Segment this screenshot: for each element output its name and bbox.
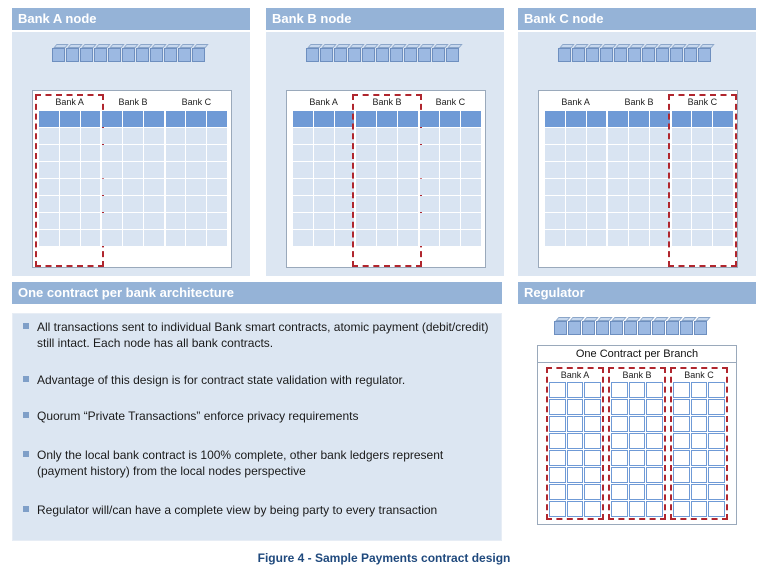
block-face [652, 321, 665, 335]
block-face [164, 48, 177, 62]
ledger-cell [587, 179, 607, 195]
ledger-cell [608, 213, 628, 229]
ledger-cell [123, 230, 143, 246]
ledger-cell [420, 145, 440, 161]
ledger-cell [566, 179, 586, 195]
block-face [628, 48, 641, 62]
ledger-cell [461, 162, 481, 178]
ledger-cell [314, 111, 334, 127]
block-face [178, 48, 191, 62]
ledger-cell [673, 450, 690, 466]
ledger-cell [646, 467, 663, 483]
ledger-cell [207, 179, 227, 195]
node-header-bank-b [266, 8, 504, 30]
ledger-cell [545, 213, 565, 229]
block-face [306, 48, 319, 62]
ledger-cell [587, 196, 607, 212]
ledger-cell [629, 179, 649, 195]
block-face [80, 48, 93, 62]
ledger-cell [549, 382, 566, 398]
ledger-cell [611, 450, 628, 466]
ledger-cell [102, 179, 122, 195]
ledger-cell [144, 196, 164, 212]
ledger-cell [102, 162, 122, 178]
ledger-cell [708, 450, 725, 466]
ledger-cell [186, 213, 206, 229]
ledger-cell [144, 213, 164, 229]
block-face [446, 48, 459, 62]
ledger-cell [584, 501, 601, 517]
ledger-cell [629, 501, 646, 517]
ledger-cell [293, 128, 313, 144]
ledger-cell [314, 196, 334, 212]
regulator-title: Regulator [524, 285, 585, 300]
ledger-cell [708, 399, 725, 415]
ledger-cell [629, 213, 649, 229]
ledger-cell [587, 145, 607, 161]
block-face [586, 48, 599, 62]
ledger-cell [611, 484, 628, 500]
ledger-cell [629, 467, 646, 483]
ledger-cell [629, 399, 646, 415]
block-chain-icon [558, 44, 718, 66]
block-face [320, 48, 333, 62]
block-face [610, 321, 623, 335]
block-face [108, 48, 121, 62]
highlight-dashed-box [352, 94, 421, 267]
ledger-cell [440, 128, 460, 144]
ledger-cell [567, 433, 584, 449]
block-face [670, 48, 683, 62]
ledger-cell [629, 433, 646, 449]
ledger-cell [293, 111, 313, 127]
ledger-cell [673, 484, 690, 500]
ledger-cell [144, 128, 164, 144]
ledger-cell [567, 501, 584, 517]
block-face [582, 321, 595, 335]
ledger-cell [708, 501, 725, 517]
block-face [572, 48, 585, 62]
ledger-cell [608, 145, 628, 161]
ledger-cell [646, 416, 663, 432]
ledger-cell [708, 467, 725, 483]
ledger-cell [166, 145, 186, 161]
ledger-cell [314, 179, 334, 195]
block-face [642, 48, 655, 62]
highlight-dashed-box [668, 94, 737, 267]
block-chain-icon [52, 44, 212, 66]
ledger-cell [186, 111, 206, 127]
bank-column-label: Bank C [181, 97, 212, 107]
ledger-cell [611, 501, 628, 517]
block-face [418, 48, 431, 62]
ledger-cell [166, 162, 186, 178]
block-face [698, 48, 711, 62]
ledger-cell [673, 501, 690, 517]
block-face [432, 48, 445, 62]
ledger-cell [587, 213, 607, 229]
highlight-dashed-box [35, 94, 104, 267]
ledger-cell [545, 230, 565, 246]
ledger-cell [420, 196, 440, 212]
ledger-cell [314, 213, 334, 229]
ledger-cell [420, 213, 440, 229]
bullet-square-icon [23, 506, 29, 512]
ledger-cell [646, 484, 663, 500]
ledger-cell [566, 213, 586, 229]
block-face [362, 48, 375, 62]
ledger-cell [461, 145, 481, 161]
ledger-cell [673, 416, 690, 432]
ledger-cell [314, 145, 334, 161]
ledger-cell [673, 467, 690, 483]
ledger-cell [102, 213, 122, 229]
ledger-cell [123, 179, 143, 195]
ledger-cell [567, 382, 584, 398]
ledger-cell [587, 111, 607, 127]
ledger-cell [611, 399, 628, 415]
ledger-cell [207, 162, 227, 178]
ledger-cell [587, 162, 607, 178]
bank-column-label: Bank A [55, 97, 84, 107]
ledger-cell [545, 196, 565, 212]
ledger-cell [567, 416, 584, 432]
ledger-cell [207, 145, 227, 161]
ledger-cell [123, 145, 143, 161]
ledger-cell [123, 111, 143, 127]
ledger-cell [646, 382, 663, 398]
divider [538, 362, 736, 363]
block-face [596, 321, 609, 335]
ledger-cell [123, 196, 143, 212]
ledger-cell [144, 162, 164, 178]
ledger-cell [584, 399, 601, 415]
ledger-cell [102, 111, 122, 127]
block-face [334, 48, 347, 62]
bullet-text: All transactions sent to individual Bank smart contracts, atomic payment (debit/credit) still intact. Each node has all bank contracts. [37, 320, 489, 350]
block-face [684, 48, 697, 62]
ledger-cell [629, 196, 649, 212]
ledger-cell [708, 416, 725, 432]
block-face [192, 48, 205, 62]
architecture-title: One contract per bank architecture [18, 285, 235, 300]
ledger-cell [673, 382, 690, 398]
ledger-cell [166, 111, 186, 127]
ledger-cell [629, 162, 649, 178]
ledger-cell [566, 128, 586, 144]
bank-column-label: Bank C [435, 97, 466, 107]
ledger-cell [691, 467, 708, 483]
ledger-cell [102, 230, 122, 246]
ledger-cell [166, 230, 186, 246]
node-title: Bank C node [524, 11, 604, 26]
block-face [558, 48, 571, 62]
ledger-cell [207, 111, 227, 127]
regulator-header [518, 282, 756, 304]
ledger-cell [629, 145, 649, 161]
ledger-cell [461, 111, 481, 127]
ledger-cell [207, 128, 227, 144]
ledger-cell [708, 484, 725, 500]
ledger-cell [440, 196, 460, 212]
ledger-cell [314, 230, 334, 246]
ledger-cell [646, 501, 663, 517]
ledger-cell [611, 433, 628, 449]
block-face [600, 48, 613, 62]
ledger-cell [549, 416, 566, 432]
ledger-cell [567, 399, 584, 415]
ledger-cell [646, 399, 663, 415]
ledger-cell [584, 467, 601, 483]
block-face [52, 48, 65, 62]
ledger-cell [611, 382, 628, 398]
ledger-cell [144, 179, 164, 195]
ledger-cell [420, 128, 440, 144]
ledger-cell [186, 196, 206, 212]
ledger-cell [461, 196, 481, 212]
bank-column-label: Bank A [309, 97, 338, 107]
ledger-cell [186, 128, 206, 144]
ledger-cell [420, 179, 440, 195]
ledger-cell [166, 213, 186, 229]
ledger-cell [293, 179, 313, 195]
ledger-cell [629, 128, 649, 144]
block-face [680, 321, 693, 335]
ledger-cell [608, 196, 628, 212]
bullet-square-icon [23, 412, 29, 418]
node-header-bank-c [518, 8, 756, 30]
ledger-cell [708, 433, 725, 449]
block-face [568, 321, 581, 335]
ledger-cell [629, 416, 646, 432]
regulator-contract-table [537, 345, 737, 525]
ledger-cell [629, 382, 646, 398]
node-title: Bank B node [272, 11, 352, 26]
bullet-square-icon [23, 451, 29, 457]
ledger-cell [567, 484, 584, 500]
bank-column-label: Bank A [560, 370, 590, 380]
ledger-cell [646, 433, 663, 449]
ledger-cell [566, 162, 586, 178]
ledger-cell [566, 145, 586, 161]
ledger-cell [673, 433, 690, 449]
ledger-cell [629, 111, 649, 127]
ledger-cell [207, 230, 227, 246]
ledger-cell [123, 213, 143, 229]
block-face [122, 48, 135, 62]
ledger-cell [567, 450, 584, 466]
ledger-cell [166, 128, 186, 144]
ledger-cell [545, 162, 565, 178]
ledger-cell [549, 501, 566, 517]
ledger-cell [102, 196, 122, 212]
ledger-cell [608, 162, 628, 178]
ledger-cell [144, 111, 164, 127]
ledger-cell [102, 128, 122, 144]
ledger-cell [608, 128, 628, 144]
ledger-cell [608, 230, 628, 246]
ledger-cell [584, 484, 601, 500]
figure-caption: Figure 4 - Sample Payments contract design [257, 551, 511, 565]
block-face [136, 48, 149, 62]
ledger-cell [584, 450, 601, 466]
ledger-cell [461, 230, 481, 246]
bank-column-label: Bank B [622, 370, 652, 380]
ledger-cell [549, 484, 566, 500]
bank-column-label: Bank C [687, 97, 718, 107]
ledger-cell [293, 196, 313, 212]
ledger-cell [708, 382, 725, 398]
block-face [348, 48, 361, 62]
ledger-cell [293, 230, 313, 246]
ledger-cell [691, 433, 708, 449]
ledger-cell [144, 230, 164, 246]
architecture-header [12, 282, 502, 304]
ledger-cell [691, 416, 708, 432]
ledger-cell [123, 128, 143, 144]
ledger-table [32, 90, 232, 268]
node-title: Bank A node [18, 11, 97, 26]
block-face [150, 48, 163, 62]
ledger-cell [629, 450, 646, 466]
ledger-cell [440, 162, 460, 178]
ledger-cell [584, 433, 601, 449]
bullet-text: Only the local bank contract is 100% complete, other bank ledgers represent (payment history) from the local nodes perspective [37, 448, 444, 478]
ledger-cell [186, 179, 206, 195]
block-face [554, 321, 567, 335]
ledger-cell [629, 484, 646, 500]
ledger-cell [584, 382, 601, 398]
ledger-cell [293, 145, 313, 161]
ledger-cell [461, 128, 481, 144]
ledger-cell [587, 230, 607, 246]
ledger-cell [545, 145, 565, 161]
ledger-cell [545, 128, 565, 144]
bank-column-label: Bank B [118, 97, 148, 107]
block-chain-icon [554, 317, 714, 339]
ledger-cell [420, 230, 440, 246]
ledger-cell [673, 399, 690, 415]
contract-title: One Contract per Branch [575, 348, 699, 360]
block-chain-icon [306, 44, 466, 66]
block-face [404, 48, 417, 62]
ledger-cell [691, 399, 708, 415]
bullet-square-icon [23, 376, 29, 382]
ledger-cell [691, 484, 708, 500]
architecture-bullets [12, 313, 502, 541]
ledger-cell [461, 213, 481, 229]
block-face [66, 48, 79, 62]
ledger-cell [566, 230, 586, 246]
ledger-cell [440, 179, 460, 195]
ledger-cell [611, 467, 628, 483]
block-face [666, 321, 679, 335]
ledger-cell [584, 416, 601, 432]
ledger-cell [608, 111, 628, 127]
ledger-cell [207, 213, 227, 229]
ledger-cell [608, 179, 628, 195]
ledger-cell [420, 111, 440, 127]
ledger-cell [440, 230, 460, 246]
ledger-cell [420, 162, 440, 178]
ledger-cell [549, 467, 566, 483]
ledger-cell [549, 399, 566, 415]
ledger-cell [549, 433, 566, 449]
ledger-table [286, 90, 486, 268]
ledger-cell [566, 196, 586, 212]
ledger-cell [186, 230, 206, 246]
ledger-cell [545, 179, 565, 195]
ledger-cell [314, 128, 334, 144]
ledger-cell [166, 196, 186, 212]
ledger-cell [691, 382, 708, 398]
block-face [694, 321, 707, 335]
bullet-text: Quorum “Private Transactions” enforce privacy requirements [37, 409, 359, 423]
ledger-cell [440, 213, 460, 229]
bullet-text: Advantage of this design is for contract state validation with regulator. [37, 373, 406, 387]
ledger-cell [566, 111, 586, 127]
ledger-cell [186, 162, 206, 178]
bullet-text: Regulator will/can have a complete view by being party to every transaction [37, 503, 438, 517]
ledger-cell [461, 179, 481, 195]
bank-column-label: Bank A [561, 97, 590, 107]
ledger-cell [102, 145, 122, 161]
ledger-cell [567, 467, 584, 483]
ledger-cell [166, 179, 186, 195]
ledger-cell [186, 145, 206, 161]
ledger-cell [629, 230, 649, 246]
ledger-table [538, 90, 738, 268]
ledger-cell [144, 145, 164, 161]
block-face [390, 48, 403, 62]
ledger-cell [293, 213, 313, 229]
block-face [376, 48, 389, 62]
ledger-cell [440, 111, 460, 127]
bank-column-label: Bank B [372, 97, 402, 107]
block-face [656, 48, 669, 62]
ledger-cell [691, 501, 708, 517]
ledger-cell [207, 196, 227, 212]
ledger-cell [611, 416, 628, 432]
ledger-cell [646, 450, 663, 466]
block-face [638, 321, 651, 335]
ledger-cell [587, 128, 607, 144]
block-face [614, 48, 627, 62]
bank-column-label: Bank C [684, 370, 714, 380]
ledger-cell [293, 162, 313, 178]
bank-column-label: Bank B [624, 97, 654, 107]
block-face [624, 321, 637, 335]
ledger-cell [545, 111, 565, 127]
ledger-cell [691, 450, 708, 466]
bullet-square-icon [23, 323, 29, 329]
ledger-cell [123, 162, 143, 178]
ledger-cell [314, 162, 334, 178]
ledger-cell [549, 450, 566, 466]
ledger-cell [440, 145, 460, 161]
node-header-bank-a [12, 8, 250, 30]
block-face [94, 48, 107, 62]
